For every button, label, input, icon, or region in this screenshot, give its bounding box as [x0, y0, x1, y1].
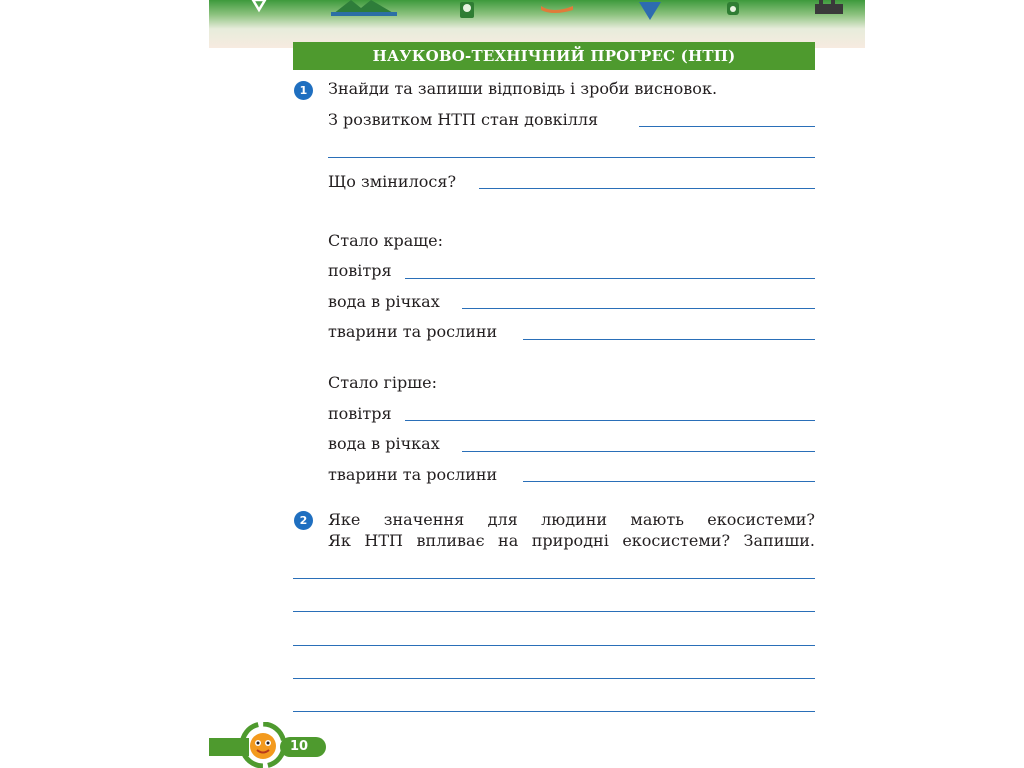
task-1-instruction: Знайди та запиши відповідь і зроби висновок. [328, 79, 718, 98]
worse-item-wildlife: тварини та рослини [328, 465, 498, 484]
answer-line-better-wildlife[interactable] [523, 339, 815, 340]
answer-line-task2-1[interactable] [293, 578, 815, 579]
recycle-icon [247, 0, 277, 14]
better-item-water: вода в річках [328, 292, 440, 311]
answer-line-task2-2[interactable] [293, 611, 815, 612]
task-1-number-badge: 1 [294, 81, 313, 100]
worse-item-air: повітря [328, 404, 392, 423]
answer-line-changed[interactable] [479, 188, 815, 189]
leaf-icon [637, 0, 663, 20]
task-2-number-badge: 2 [294, 511, 313, 530]
factory-icon [813, 0, 845, 14]
eco-bag-icon [459, 0, 475, 18]
worse-heading: Стало гірше: [328, 373, 437, 392]
task-2-question [328, 509, 815, 551]
answer-line-environment-2[interactable] [328, 157, 815, 158]
answer-line-task2-4[interactable] [293, 678, 815, 679]
answer-line-better-air[interactable] [405, 278, 815, 279]
better-heading: Стало краще: [328, 231, 444, 250]
answer-line-environment[interactable] [639, 126, 815, 127]
answer-line-task2-5[interactable] [293, 711, 815, 712]
answer-line-worse-wildlife[interactable] [523, 481, 815, 482]
fuel-pump-icon [725, 0, 741, 16]
task-2-line-2: Як НТП впливає на природні екосистеми? Запиши. [328, 531, 815, 550]
section-title: НАУКОВО-ТЕХНІЧНИЙ ПРОГРЕС (НТП) [293, 42, 815, 70]
prompt-environment: З розвитком НТП стан довкілля [328, 110, 599, 129]
forest-icon [331, 0, 397, 16]
hand-icon [539, 0, 575, 14]
answer-line-worse-water[interactable] [462, 451, 815, 452]
answer-line-better-water[interactable] [462, 308, 815, 309]
better-item-air: повітря [328, 261, 392, 280]
answer-line-worse-air[interactable] [405, 420, 815, 421]
top-banner [209, 0, 865, 48]
mascot-icon [239, 722, 287, 768]
worse-item-water: вода в річках [328, 434, 440, 453]
task-2-line-1: Яке значення для людини мають екосистеми? [328, 510, 815, 529]
page-number: 10 [280, 737, 326, 757]
prompt-changed: Що змінилося? [328, 172, 457, 191]
answer-line-task2-3[interactable] [293, 645, 815, 646]
banner-icons [209, 0, 865, 20]
better-item-wildlife: тварини та рослини [328, 322, 498, 341]
